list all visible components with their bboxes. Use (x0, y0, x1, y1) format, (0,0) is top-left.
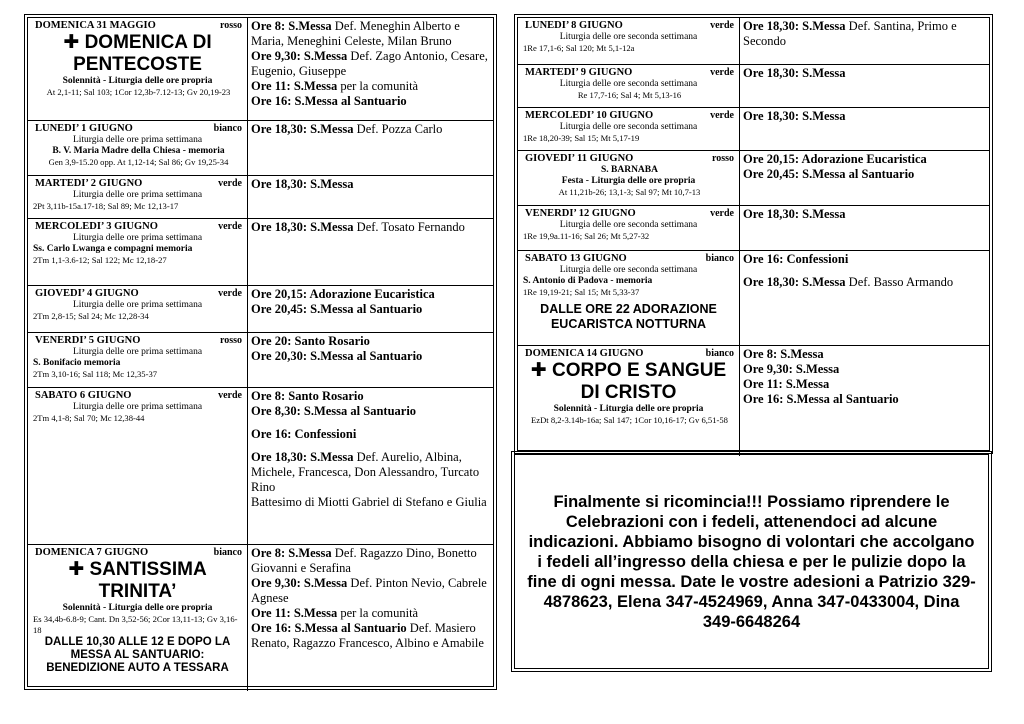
mass-entry: Ore 11: S.Messa per la comunità (251, 79, 419, 93)
mass-entry: Ore 9,30: S.Messa Def. Zago Antonio, Cesare, Eugenio, Giuseppe (251, 49, 488, 78)
day-cell: MARTEDI’ 2 GIUGNO verde Liturgia delle ore prima settimana 2Pt 3,11b-15a.17-18; Sal 89; Mc 12,13-17 (28, 176, 248, 218)
day-cell: LUNEDI’ 1 GIUGNO bianco Liturgia delle ore prima settimana B. V. Maria Madre della Chiesa - memoria Gen 3,9-15.20 opp. At 1,12-14; Sal 86; Gv 19,25-34 (28, 121, 248, 175)
blessing-note: DALLE 10,30 ALLE 12 E DOPO LA MESSA AL SANTUARIO: BENEDIZIONE AUTO A TESSARA (44, 636, 231, 674)
mass-entry: Ore 8: S.Messa Def. Meneghin Alberto e Maria, Meneghini Celeste, Milan Bruno (251, 19, 460, 48)
day-row-1-giugno (28, 121, 493, 176)
day-cell: DOMENICA 7 GIUGNO bianco ✚ SANTISSIMA TRINITA’ Solennità - Liturgia delle ore propria Es 34,4b-6.8-9; Cant. Dn 3,52-56; 2Cor 13,11-13; Gv 3,16-18 DALLE 10,30 ALLE 12 E DOPO LA MESSA AL SANTUARIO: BENEDIZIONE AUTO A TESSARA (28, 545, 248, 691)
day-row-5-giugno (28, 333, 493, 388)
day-label: DOMENICA 31 MAGGIO (35, 20, 156, 31)
day-row-11-giugno: GIOVEDI’ 11 GIUGNO rosso S. BARNABA Festa - Liturgia delle ore propria At 11,21b-26; 13,1-3; Sal 97; Mt 10,7-13 Ore 20,15: Adorazione Eucaristica Ore 20,45: S.Messa al Santuario (518, 151, 989, 206)
day-row-10-giugno: MERCOLEDI’ 10 GIUGNO verde Liturgia delle ore seconda settimana 1Re 18,20-39; Sal 15; Mt 5,17-19 Ore 18,30: S.Messa (518, 108, 989, 151)
mass-cell: Ore 18,30: S.Messa (251, 177, 354, 191)
day-cell: SABATO 6 GIUGNO verde Liturgia delle ore prima settimana 2Tm 4,1-8; Sal 70; Mc 12,38-44 (28, 388, 248, 544)
mass-cell: Ore 8: Santo Rosario Ore 8,30: S.Messa al Santuario Ore 16: Confessioni Ore 18,30: S.Messa Def. Aurelio, Albina, Michele, Francesca, Don Alessandro, Turcato Rino Battesimo di Miotti Gabriel di Stefano e Giulia (248, 388, 493, 544)
feast-title: ✚ CORPO E SANGUE DI CRISTO (530, 360, 727, 403)
day-row-13-giugno: SABATO 13 GIUGNO bianco Liturgia delle ore seconda settimana S. Antonio di Padova - memoria 1Re 19,19-21; Sal 15; Mt 5,33-37 DALLE ORE 22 ADORAZIONE EUCARISTCA NOTTURNA Ore 16: Confessioni Ore 18,30: S.Messa Def. Basso Armando (518, 251, 989, 346)
announcement-text: Finalmente si ricomincia!!! Possiamo riprendere le Celebrazioni con i fedeli, attenendoci ad alcune indicazioni. Abbiamo bisogno di volontari che accolgano i fedeli all’ingresso della chiesa e per le pulizie dopo la fine di ogni messa. Date le vostre adesioni a Patrizio 329-4878623, Elena 347-4524969, Anna 347-0433004, Dina 349-6648264 (527, 492, 976, 631)
left-schedule-table (27, 17, 494, 687)
day-row-4-giugno (28, 286, 493, 333)
readings: At 2,1-11; Sal 103; 1Cor 12,3b-7.12-13; Gv 20,19-23 (46, 87, 231, 97)
liturgical-color: rosso (219, 20, 242, 31)
adoration-note: DALLE ORE 22 ADORAZIONE EUCARISTCA NOTTURNA (540, 302, 717, 331)
day-row-2-giugno (28, 176, 493, 219)
announcement-box (514, 454, 989, 669)
mass-cell (248, 18, 493, 120)
mass-entry: Ore 16: S.Messa al Santuario (251, 94, 407, 108)
day-row-7-giugno (28, 545, 493, 691)
day-row-6-giugno (28, 388, 493, 545)
day-row-14-giugno: DOMENICA 14 GIUGNO bianco ✚ CORPO E SANGUE DI CRISTO Solennità - Liturgia delle ore propria EzDt 8,2-3.14b-16a; Sal 147; 1Cor 10,16-17; Gv 6,51-58 Ore 8: S.Messa Ore 9,30: S.Messa Ore 11: S.Messa Ore 16: S.Messa al Santuario (518, 346, 989, 456)
day-cell: GIOVEDI’ 4 GIUGNO verde Liturgia delle ore prima settimana 2Tm 2,8-15; Sal 24; Mc 12,28-34 (28, 286, 248, 332)
saint-memorial: B. V. Maria Madre della Chiesa - memoria (52, 146, 225, 156)
day-row-9-giugno: MARTEDI’ 9 GIUGNO verde Liturgia delle ore seconda settimana Re 17,7-16; Sal 4; Mt 5,13-16 Ore 18,30: S.Messa (518, 65, 989, 108)
day-cell: VENERDI’ 5 GIUGNO rosso Liturgia delle ore prima settimana S. Bonifacio memoria 2Tm 3,10-16; Sal 118; Mc 12,35-37 (28, 333, 248, 387)
right-schedule-table (517, 17, 990, 451)
feast-title: ✚ SANTISSIMA TRINITA’ (68, 559, 207, 602)
mass-cell: Ore 18,30: S.Messa Def. Pozza Carlo (251, 122, 443, 136)
mass-cell: Ore 20: Santo Rosario Ore 20,30: S.Messa al Santuario (251, 334, 423, 363)
mass-cell: Ore 20,15: Adorazione Eucaristica Ore 20,45: S.Messa al Santuario (251, 287, 435, 316)
day-row-31-maggio (28, 18, 493, 121)
day-row-3-giugno (28, 219, 493, 286)
baptism-note: Battesimo di Miotti Gabriel di Stefano e Giulia (251, 495, 487, 509)
mass-cell: Ore 8: S.Messa Def. Ragazzo Dino, Bonetto Giovanni e Serafina Ore 9,30: S.Messa Def. Pinton Nevio, Cabrele Agnese Ore 11: S.Messa per la comunità Ore 16: S.Messa al Santuario Def. Masiero Renato, Ragazzo Francesco, Albino e Amabile (251, 546, 487, 650)
day-cell: MERCOLEDI’ 3 GIUGNO verde Liturgia delle ore prima settimana Ss. Carlo Lwanga e compagni memoria 2Tm 1,1-3.6-12; Sal 122; Mc 12,18-27 (28, 219, 248, 285)
liturgy-note: Solennità - Liturgia delle ore propria (62, 76, 213, 86)
feast-title: ✚ DOMENICA DI PENTECOSTE (63, 32, 212, 75)
day-row-8-giugno: LUNEDI’ 8 GIUGNO verde Liturgia delle ore seconda settimana 1Re 17,1-6; Sal 120; Mt 5,1-12a Ore 18,30: S.Messa Def. Santina, Primo e Secondo (518, 18, 989, 65)
mass-cell: Ore 18,30: S.Messa Def. Tosato Fernando (251, 220, 465, 234)
day-cell (28, 18, 248, 120)
day-row-12-giugno: VENERDI’ 12 GIUGNO verde Liturgia delle ore seconda settimana 1Re 19,9a.11-16; Sal 26; Mt 5,27-32 Ore 18,30: S.Messa (518, 206, 989, 251)
